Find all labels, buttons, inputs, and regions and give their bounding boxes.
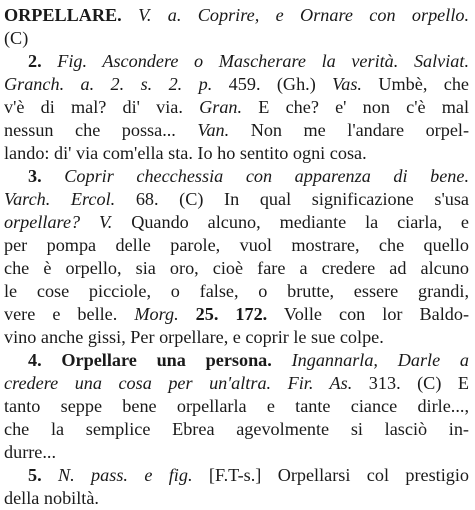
entry-italic-text: N. pass. e fig. [58,465,193,485]
entry-bold-text: 2. [28,51,42,71]
entry-line [4,165,469,188]
entry-text [42,51,58,71]
entry-text [122,5,138,25]
entry-italic-text: Vas. [332,74,362,94]
entry-text: tanto seppe bene orpellarla e tante ciance dirle..., [4,396,469,416]
entry-text: Volle con lor Baldo- [267,304,469,324]
entry-text: v'è di mal? di' via. [4,97,200,117]
entry-line [4,280,469,303]
entry-text: 459. (Gh.) [212,74,333,94]
entry-italic-text: orpellare? V. [4,212,113,232]
entry-line [4,418,469,441]
entry-text: E che? e' non c'è mal [242,97,469,117]
entry-line [4,464,469,487]
entry-line [4,441,469,464]
entry-line [4,372,469,395]
entry-line [4,303,469,326]
entry-bold-text: ORPELLARE. [4,5,122,25]
entry-text [272,350,292,370]
entry-line [4,349,469,372]
entry-italic-text: V. a. Coprire, e Ornare con orpello. [138,5,469,25]
entry-italic-text: Ingannarla, Darle a [291,350,469,370]
entry-bold-text: 3. [28,166,42,186]
entry-text: nessun che possa... [4,120,198,140]
entry-text: vere e belle. [4,304,135,324]
entry-text: che la semplice Ebrea agevolmente si lasciò in- [4,419,469,439]
entry-bold-text: 4. Orpellare una persona. [28,350,272,370]
entry-text: durre... [4,442,57,462]
entry-line [4,395,469,418]
entry-line [4,4,469,27]
entry-italic-text: Granch. a. 2. s. 2. p. [4,74,213,94]
entry-line [4,27,469,50]
entry-text: Quando alcuno, mediante la ciarla, e [112,212,469,232]
entry-line [4,73,469,96]
entry-italic-text: Varch. Ercol. [4,189,116,209]
entry-italic-text: Coprir checchessia con apparenza di bene. [64,166,469,186]
entry-line [4,119,469,142]
entry-line [4,142,469,165]
entry-text: per pompa delle parole, vuol mostrare, che quello [4,235,469,255]
entry-italic-text: Gran. [199,97,243,117]
entry-bold-text: 25. 172. [178,304,268,324]
entry-text [42,166,65,186]
entry-line [4,188,469,211]
entry-text: Non me l'andare orpel- [229,120,469,140]
entry-line [4,96,469,119]
entry-text: [F.T-s.] Orpellarsi col prestigio [192,465,469,485]
entry-italic-text: credere una cosa per un'altra. Fir. As. [4,373,353,393]
entry-italic-text: Van. [197,120,230,140]
entry-line [4,326,469,349]
entry-line [4,257,469,280]
entry-line [4,487,469,510]
entry-italic-text: Morg. [134,304,179,324]
entry-text: 313. (C) E [352,373,469,393]
entry-text: (C) [4,28,29,48]
entry-text: le cose picciole, o false, o brutte, essere grandi, [4,281,469,301]
entry-line [4,234,469,257]
entry-text: Umbè, che [361,74,469,94]
entry-text: che è orpello, sia oro, cioè fare a credere ad alcuno [4,258,469,278]
entry-text: 68. (C) In qual significazione s'usa [115,189,469,209]
entry-text: della nobiltà. [4,488,99,508]
entry-line [4,50,469,73]
entry-bold-text: 5. [28,465,42,485]
entry-line [4,211,469,234]
entry-text: vino anche gissi, Per orpellare, e coprir le sue colpe. [4,327,384,347]
entry-text [42,465,58,485]
entry-text: lando: di' via com'ella sta. Io ho sentito ogni cosa. [4,143,367,163]
entry-italic-text: Fig. Ascondere o Mascherare la verità. Salviat. [57,51,469,71]
